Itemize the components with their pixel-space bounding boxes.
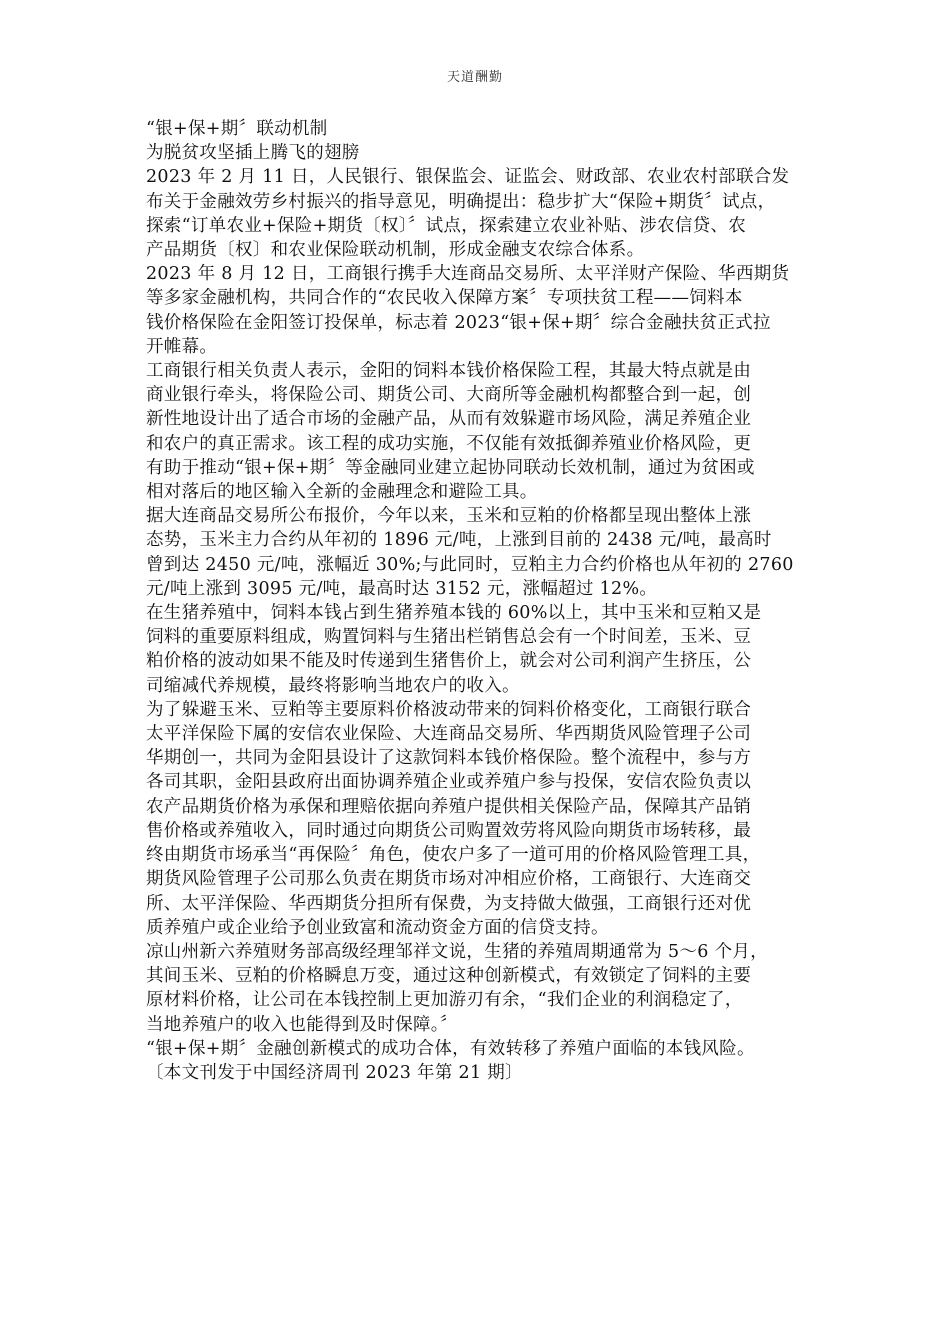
paragraph-line: 〔本文刊发于中国经济周刊 2023 年第 21 期〕 — [146, 1062, 523, 1083]
article-title: “银+保+期〞联动机制 — [146, 119, 328, 139]
paragraph-line: 售价格或养殖收入，同时通过向期货公司购置效劳将风险向期货市场转移，最 — [146, 820, 752, 841]
paragraph-line: 各司其职，金阳县政府出面协调养殖企业或养殖户参与投保，安信农险负责以 — [146, 772, 752, 793]
paragraph-line: 其间玉米、豆粕的价格瞬息万变，通过这种创新模式，有效锁定了饲料的主要 — [146, 966, 752, 987]
paragraph-line: 相对落后的地区输入全新的金融理念和避险工具。 — [146, 482, 538, 503]
paragraph-line: 2023 年 8 月 12 日，工商银行携手大连商品交易所、太平洋财产保险、华西期货 — [146, 264, 790, 285]
paragraph-line: 钱价格保险在金阳签订投保单，标志着 2023“银+保+期〞综合金融扶贫正式拉 — [146, 312, 771, 333]
paragraph — [146, 504, 808, 601]
article-body — [146, 117, 808, 1085]
paragraph-line: 所、太平洋保险、华西期货分担所有保费，为支持做大做强，工商银行还对优 — [146, 893, 752, 914]
paragraph — [146, 165, 808, 262]
paragraph-line: 质养殖户或企业给予创业致富和流动资金方面的信贷支持。 — [146, 917, 609, 938]
paragraph-line: 产品期货〔权〕和农业保险联动机制，形成金融支农综合体系。 — [146, 240, 645, 261]
paragraph — [146, 601, 808, 698]
paragraph-line: 当地养殖户的收入也能得到及时保障。〞 — [146, 1014, 458, 1035]
source-note — [146, 1061, 808, 1085]
paragraph-line: 期货风险管理子公司那么负责在期货市场对冲相应价格，工商银行、大连商交 — [146, 869, 752, 890]
paragraph-line: 据大连商品交易所公布报价，今年以来，玉米和豆粕的价格都呈现出整体上涨 — [146, 506, 752, 527]
paragraph-line: 原材料价格，让公司在本钱控制上更加游刃有余，“我们企业的利润稳定了， — [146, 990, 743, 1011]
paragraph-line: 有助于推动“银+保+期〞等金融同业建立起协同联动长效机制，通过为贫困或 — [146, 457, 755, 478]
paragraph-line: 2023 年 2 月 11 日，人民银行、银保监会、证监会、财政部、农业农村部联合发 — [146, 167, 790, 188]
paragraph-line: 曾到达 2450 元/吨，涨幅近 30%;与此同时，豆粕主力合约价格也从年初的 2760 — [146, 554, 794, 575]
article-subtitle: 为脱贫攻坚插上腾飞的翅膀 — [146, 143, 360, 164]
paragraph-line: 终由期货市场承当“再保险〞角色，使农户多了一道可用的价格风险管理工具， — [146, 845, 761, 866]
paragraph-line: “银+保+期〞金融创新模式的成功合体，有效转移了养殖户面临的本钱风险。 — [146, 1038, 755, 1059]
paragraph-line: 农产品期货价格为承保和理赔依据向养殖户提供相关保险产品，保障其产品销 — [146, 796, 752, 817]
paragraph-line: 工商银行相关负责人表示，金阳的饲料本钱价格保险工程，其最大特点就是由 — [146, 361, 752, 382]
paragraph — [146, 262, 808, 359]
paragraph-line: 凉山州新六养殖财务部高级经理邹祥文说，生猪的养殖周期通常为 5～6 个月， — [146, 941, 768, 962]
paragraph — [146, 940, 808, 1037]
page-header: 天道酬勤 — [446, 70, 503, 85]
paragraph-line: 元/吨上涨到 3095 元/吨，最高时达 3152 元，涨幅超过 12%。 — [146, 578, 658, 599]
paragraph — [146, 359, 808, 504]
paragraph-line: 为了躲避玉米、豆粕等主要原料价格波动带来的饲料价格变化，工商银行联合 — [146, 699, 752, 720]
paragraph-line: 开帷幕。 — [146, 336, 218, 357]
paragraph-line: 司缩减代养规模，最终将影响当地农户的收入。 — [146, 675, 520, 696]
paragraph-line: 态势，玉米主力合约从年初的 1896 元/吨，上涨到目前的 2438 元/吨，最高时 — [146, 530, 772, 551]
paragraph-line: 饲料的重要原料组成，购置饲料与生猪出栏销售总会有一个时间差，玉米、豆 — [146, 627, 752, 648]
paragraph-line: 商业银行牵头，将保险公司、期货公司、大商所等金融机构都整合到一起，创 — [146, 385, 752, 406]
paragraph — [146, 1037, 808, 1061]
paragraph-line: 太平洋保险下属的安信农业保险、大连商品交易所、华西期货风险管理子公司 — [146, 724, 752, 745]
paragraph-line: 等多家金融机构，共同合作的“农民收入保障方案〞专项扶贫工程——饲料本 — [146, 288, 743, 309]
paragraph-line: 布关于金融效劳乡村振兴的指导意见，明确提出：稳步扩大“保险+期货〞试点， — [146, 191, 776, 212]
paragraph-line: 在生猪养殖中，饲料本钱占到生猪养殖本钱的 60%以上，其中玉米和豆粕又是 — [146, 603, 762, 624]
paragraph-line: 新性地设计出了适合市场的金融产品，从而有效躲避市场风险，满足养殖企业 — [146, 409, 752, 430]
paragraph-line: 探索“订单农业+保险+期货〔权〕〞试点，探索建立农业补贴、涉农信贷、农 — [146, 215, 747, 236]
paragraph-line: 华期创一，共同为金阳县设计了这款饲料本钱价格保险。整个流程中，参与方 — [146, 748, 752, 769]
paragraph — [146, 698, 808, 940]
paragraph-line: 和农户的真正需求。该工程的成功实施，不仅能有效抵御养殖业价格风险，更 — [146, 433, 752, 454]
paragraph-line: 粕价格的波动如果不能及时传递到生猪售价上，就会对公司利润产生挤压，公 — [146, 651, 752, 672]
